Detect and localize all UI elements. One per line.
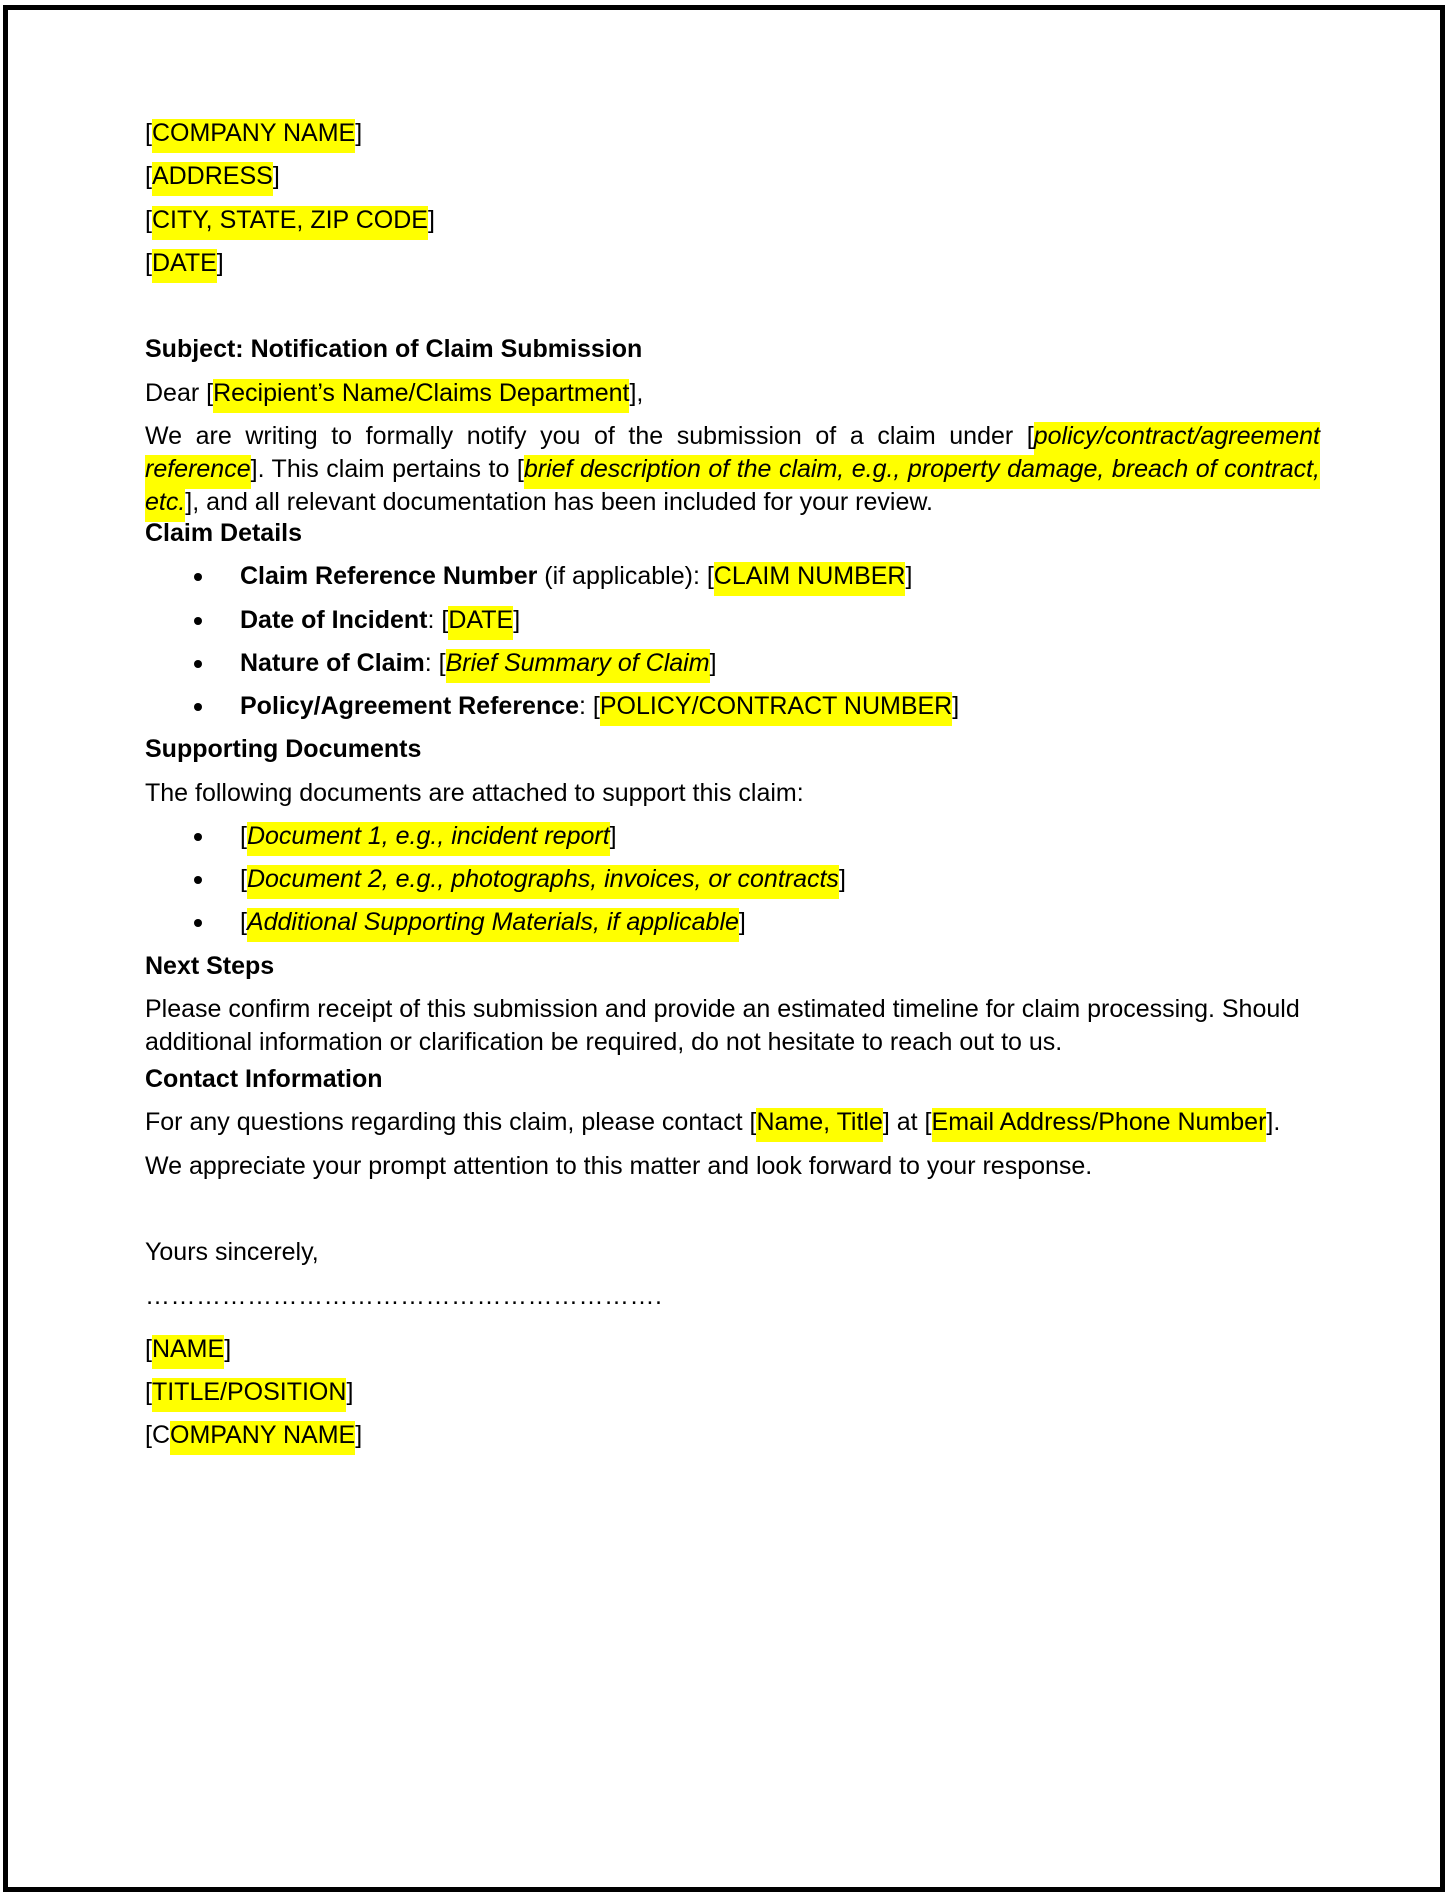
closing-line: We appreciate your prompt attention to this matter and look forward to your response. [145,1152,1093,1180]
next-steps-paragraph: Please confirm receipt of this submission and provide an estimated timeline for claim processing. Should additional information or clarification be required, do not hesitate to reach out to us. [145,995,1300,1056]
signature-name: [NAME] [145,1333,231,1366]
contact-email-placeholder: Email Address/Phone Number [932,1108,1267,1142]
header-address: [ADDRESS] [145,160,280,193]
signature-company: [COMPANY NAME] [145,1419,362,1452]
signature-line: ……………………………………………………. [145,1282,663,1310]
date-placeholder: DATE [152,249,217,283]
supporting-docs-heading: Supporting Documents [145,735,422,763]
document-placeholder: Additional Supporting Materials, if applicable [247,908,739,942]
signoff: Yours sincerely, [145,1238,319,1266]
bullet-icon [194,919,202,927]
company-placeholder: COMPANY NAME [152,119,355,153]
company-placeholder: OMPANY NAME [170,1421,355,1455]
document-placeholder: Document 1, e.g., incident report [247,822,610,856]
supporting-docs-intro: The following documents are attached to support this claim: [145,779,804,807]
claim-number-placeholder: CLAIM NUMBER [714,562,906,596]
name-placeholder: NAME [152,1335,224,1369]
bullet-icon [194,876,202,884]
policy-number-placeholder: POLICY/CONTRACT NUMBER [600,692,952,726]
recipient-placeholder: Recipient’s Name/Claims Department [213,379,629,413]
contact-name-placeholder: Name, Title [756,1108,882,1142]
bullet-icon [194,660,202,668]
claim-details-heading: Claim Details [145,519,303,547]
incident-date-placeholder: DATE [448,606,513,640]
title-placeholder: TITLE/POSITION [152,1378,346,1412]
header-city: [CITY, STATE, ZIP CODE] [145,204,435,237]
next-steps-heading: Next Steps [145,952,275,980]
address-placeholder: ADDRESS [152,162,273,196]
document-placeholder: Document 2, e.g., photographs, invoices, or contracts [247,865,839,899]
signature-title: [TITLE/POSITION] [145,1376,353,1409]
header-company: [COMPANY NAME] [145,117,362,150]
city-placeholder: CITY, STATE, ZIP CODE [152,206,428,240]
bullet-icon [194,617,202,625]
intro-paragraph: We are writing to formally notify you of the submission of a claim under [policy/contract/agreement reference]. This claim pertains to [brief description of the claim, e.g., property damage, breach of contract, etc.], and all relevant documentation has been included for your review. [145,420,1320,519]
claim-summary-placeholder: Brief Summary of Claim [446,649,710,683]
subject-line: Subject: Notification of Claim Submission [145,335,643,363]
document-page: [COMPANY NAME] [ADDRESS] [CITY, STATE, ZIP CODE] [DATE] Subject: Notification of Claim Submission Dear [Recipient’s Name/Claims Department], We are writing to formally notify you of the submission of a claim under [policy/contract/agreement reference]. This claim pertains to [brief description of the claim, e.g., property damage, breach of contract, etc.], and all relevant documentation has been included for your review. Claim Details Claim Reference Number (if applicable): [CLAIM NUMBER] Date of Incident: [DATE] Nature of Claim: [Brief Summary of Claim] Policy/Agreement Reference: [POLICY/CONTRACT NUMBER] Supporting Documents The following documents are attached to support this claim: [Document 1, e.g., incident report] [Document 2, e.g., photographs, invoices, or contracts] [Additional Supporting Materials, if applicable] Next Steps Please confirm receipt of this submission and provide an estimated timeline for claim processing. Should additional information or clarification be required, do not hesitate to reach out to us. Contact Information For any questions regarding this claim, please contact [Name, Title] at [Email Address/Phone Number]. We appreciate your prompt attention to this matter and look forward to your response. Yours sincerely, ……………………………………………………. [NAME] [TITLE/POSITION] [COMPANY NAME] [3,5,1445,1892]
contact-line: For any questions regarding this claim, please contact [Name, Title] at [Email Address/Phone Number]. [145,1106,1280,1139]
header-date: [DATE] [145,247,224,280]
contact-heading: Contact Information [145,1065,383,1093]
bullet-icon [194,573,202,581]
bullet-icon [194,833,202,841]
claim-desc-placeholder: brief description of the claim, e.g., property damage, breach of contract, etc. [145,455,1320,522]
bullet-icon [194,703,202,711]
greeting: Dear [Recipient’s Name/Claims Department], [145,377,643,410]
policy-ref-placeholder: policy/contract/agreement reference [145,422,1320,489]
